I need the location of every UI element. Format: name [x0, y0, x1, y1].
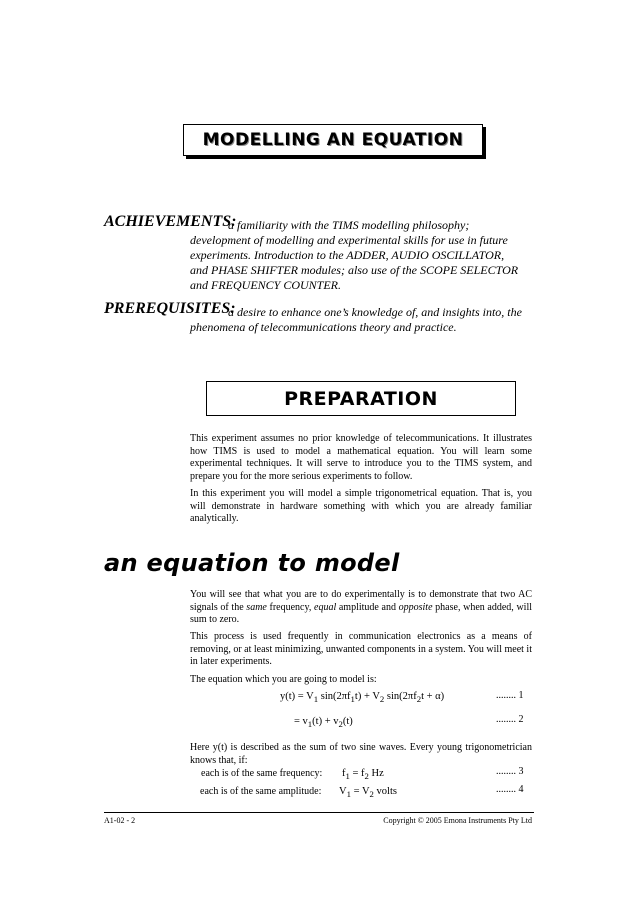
condition-2-number: ........ 4 — [496, 784, 524, 795]
achievements-line-1: a familiarity with the TIMS modelling philosophy; — [228, 218, 470, 232]
section-paragraph-3 — [190, 674, 532, 687]
preparation-paragraph-2 — [190, 488, 532, 526]
preparation-box — [206, 381, 516, 416]
prerequisites-heading: PREREQUISITES: — [104, 300, 236, 317]
equation-1-number: ........ 1 — [496, 690, 524, 701]
achievements-line-3: experiments. Introduction to the ADDER, AUDIO OSCILLATOR, — [190, 248, 505, 262]
preparation-title: PREPARATION — [284, 387, 438, 410]
preparation-paragraph-1 — [190, 433, 532, 483]
title-box — [183, 124, 483, 156]
section-paragraph-3-text: The equation which you are going to model is: — [190, 674, 377, 685]
condition-1-number: ........ 3 — [496, 766, 524, 777]
section-paragraph-1 — [190, 589, 532, 627]
footer-rule — [104, 812, 534, 813]
achievements-block — [104, 213, 236, 231]
prerequisites-line-1: a desire to enhance one’s knowledge of, and insights into, the — [228, 305, 522, 319]
section-paragraph-2-text: This process is used frequently in communication electronics as a means of removing, or at least minimizing, unwanted components in a system. You will meet it in later experiments. — [190, 631, 532, 667]
page-title: MODELLING AN EQUATION — [202, 130, 464, 150]
achievements-line-5: and FREQUENCY COUNTER. — [190, 278, 342, 292]
preparation-paragraph-1-text: This experiment assumes no prior knowledge of telecommunications. It illustrates how TIMS is used to model a mathematical equation. You will learn some experimental techniques. It will serve to introduce you to the TIMS system, and prepare you for the more serious experiments to follow. — [190, 433, 532, 482]
para1-mid1: frequency, — [266, 601, 314, 613]
para1-mid2: amplitude and — [336, 601, 399, 613]
condition-1-text: each is of the same frequency: — [201, 768, 323, 779]
para1-emphasis-equal: equal — [314, 601, 337, 613]
section-paragraph-4-text: Here y(t) is described as the sum of two sine waves. Every young trigonometrician knows that, if: — [190, 742, 532, 766]
achievements-line-4: and PHASE SHIFTER modules; also use of the SCOPE SELECTOR — [190, 263, 519, 277]
equation-1: $y(t) = V_1$ $\sin(2\pi f_1t) + V_2$ $\sin(2\pi f_2t + \alpha)$ — [280, 691, 445, 705]
section-heading: an equation to model — [104, 549, 400, 577]
para1-post: phase, when added, will sum to zero. — [190, 601, 532, 625]
equation-2-number: ........ 2 — [496, 714, 524, 725]
prerequisites-line-2: phenomena of telecommunications theory and practice. — [190, 320, 457, 334]
para1-emphasis-same: same — [246, 601, 267, 613]
achievements-line-2: development of modelling and experimental skills for use in future — [190, 233, 508, 247]
section-paragraph-1-text — [190, 589, 532, 627]
para1-pre: You will see that what you are to do experimentally is to demonstrate that two AC signals of the — [190, 589, 532, 613]
condition-2-text: each is of the same amplitude: — [200, 786, 322, 797]
para1-emphasis-opposite: opposite — [398, 601, 433, 613]
achievements-heading: ACHIEVEMENTS: — [104, 213, 237, 230]
footer-copyright: Copyright © 2005 Emona Instruments Pty Ltd — [383, 816, 532, 825]
section-paragraph-2 — [190, 631, 532, 669]
condition-1-equation: $f_1 = f_2$ Hz — [342, 768, 384, 782]
footer-page-id: A1-02 - 2 — [104, 816, 136, 825]
section-paragraph-4 — [190, 742, 532, 767]
preparation-paragraph-2-text: In this experiment you will model a simple trigonometrical equation. That is, you will demonstrate in hardware something with which you are already familiar analytically. — [190, 488, 532, 524]
equation-2: = $v_1(t) + v_2(t)$ — [294, 716, 353, 730]
prerequisites-block — [104, 300, 236, 318]
condition-2-equation: $V_1 = V_2$ volts — [339, 786, 397, 800]
